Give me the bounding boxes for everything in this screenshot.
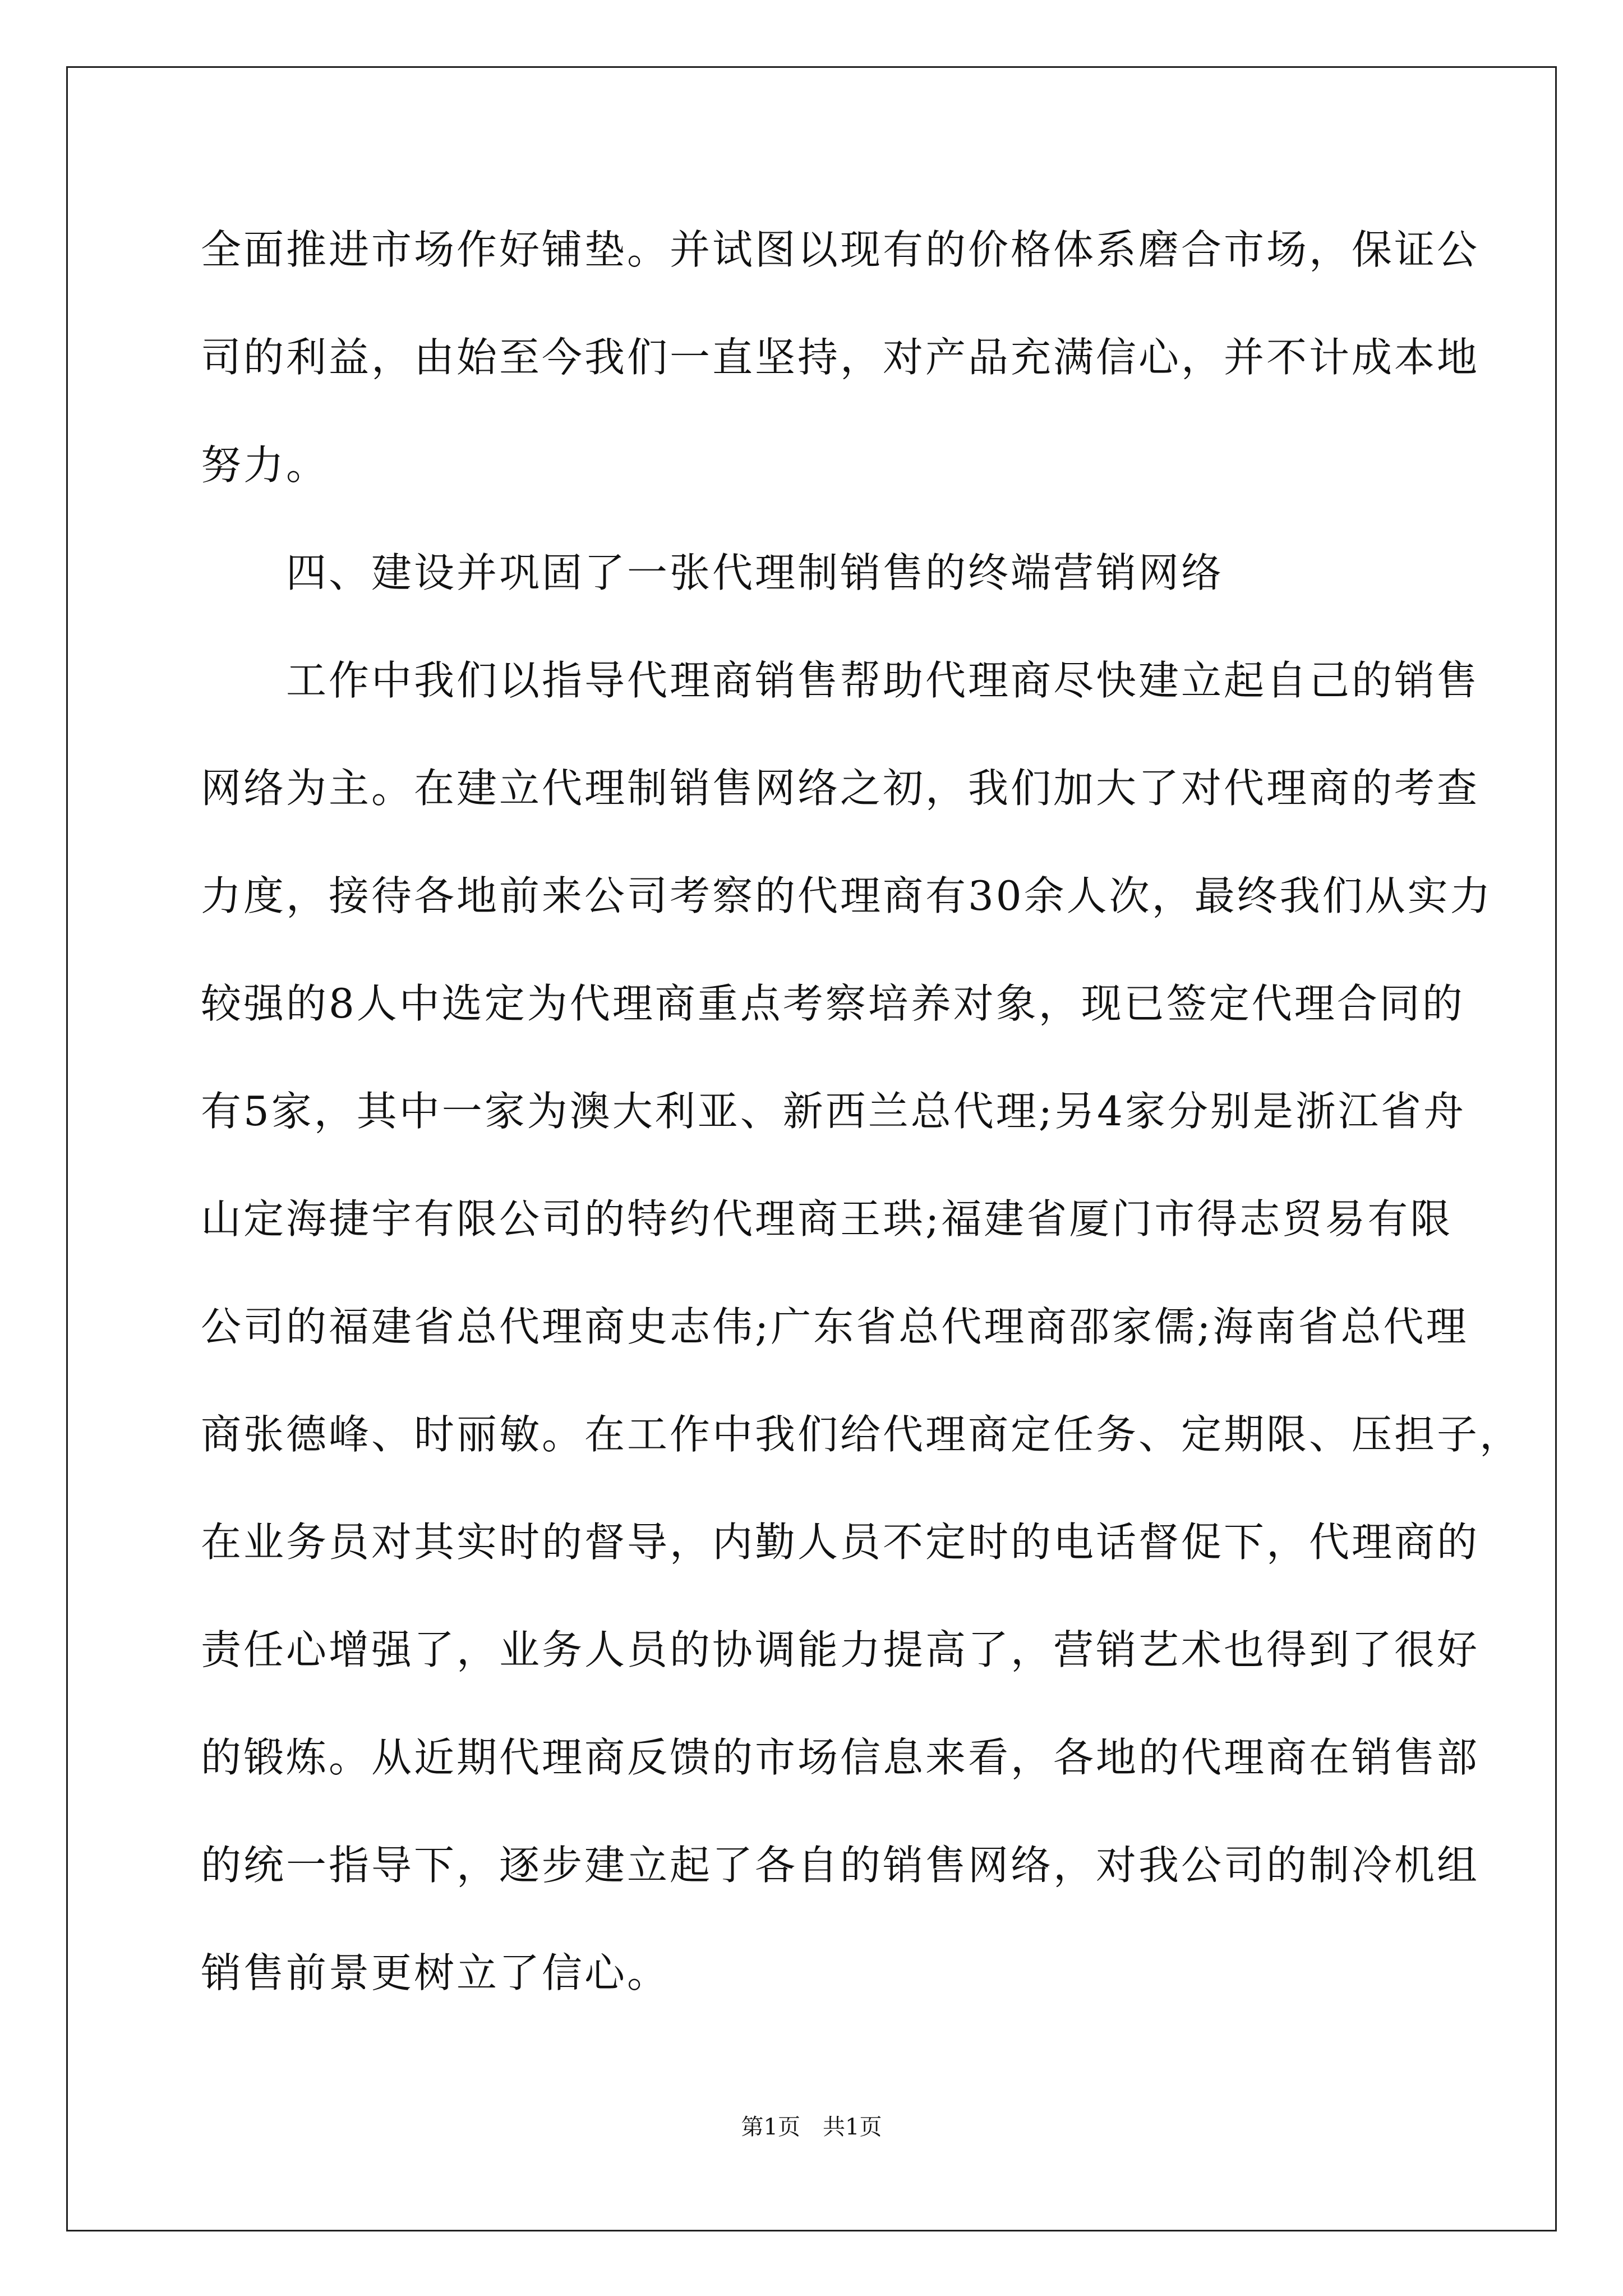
text-line: 的统一指导下，逐步建立起了各自的销售网络，对我公司的制冷机组 [201, 1842, 1480, 1889]
text-line: 公司的福建省总代理商史志伟;广东省总代理商邵家儒;海南省总代理 [201, 1303, 1469, 1350]
page-footer: 第1页 共1页 [741, 2114, 882, 2140]
text-line: 网络为主。在建立代理制销售网络之初，我们加大了对代理商的考查 [201, 765, 1480, 812]
text-line: 的锻炼。从近期代理商反馈的市场信息来看，各地的代理商在销售部 [201, 1734, 1480, 1781]
text-line: 全面推进市场作好铺垫。并试图以现有的价格体系磨合市场，保证公 [201, 226, 1480, 273]
text-line: 销售前景更树立了信心。 [201, 1949, 670, 1996]
text-line: 司的利益，由始至今我们一直坚持，对产品充满信心，并不计成本地 [201, 334, 1480, 381]
page-border [66, 66, 1557, 2231]
text-line: 力度，接待各地前来公司考察的代理商有30余人次，最终我们从实力 [201, 872, 1493, 919]
text-line: 在业务员对其实时的督导，内勤人员不定时的电话督促下，代理商的 [201, 1519, 1480, 1566]
text-line: 有5家，其中一家为澳大利亚、新西兰总代理;另4家分别是浙江省舟 [201, 1088, 1466, 1135]
text-line: 努力。 [201, 441, 329, 489]
text-line: 较强的8人中选定为代理商重点考察培养对象，现已签定代理合同的 [201, 980, 1465, 1027]
text-line: 商张德峰、时丽敏。在工作中我们给代理商定任务、定期限、压担子， [201, 1411, 1523, 1458]
section-heading: 四、建设并巩固了一张代理制销售的终端营销网络 [286, 549, 1224, 596]
text-line: 责任心增强了，业务人员的协调能力提高了，营销艺术也得到了很好 [201, 1626, 1480, 1673]
text-line: 山定海捷宇有限公司的特约代理商王珙;福建省厦门市得志贸易有限 [201, 1195, 1453, 1243]
paragraph-first-line: 工作中我们以指导代理商销售帮助代理商尽快建立起自己的销售 [286, 657, 1480, 704]
